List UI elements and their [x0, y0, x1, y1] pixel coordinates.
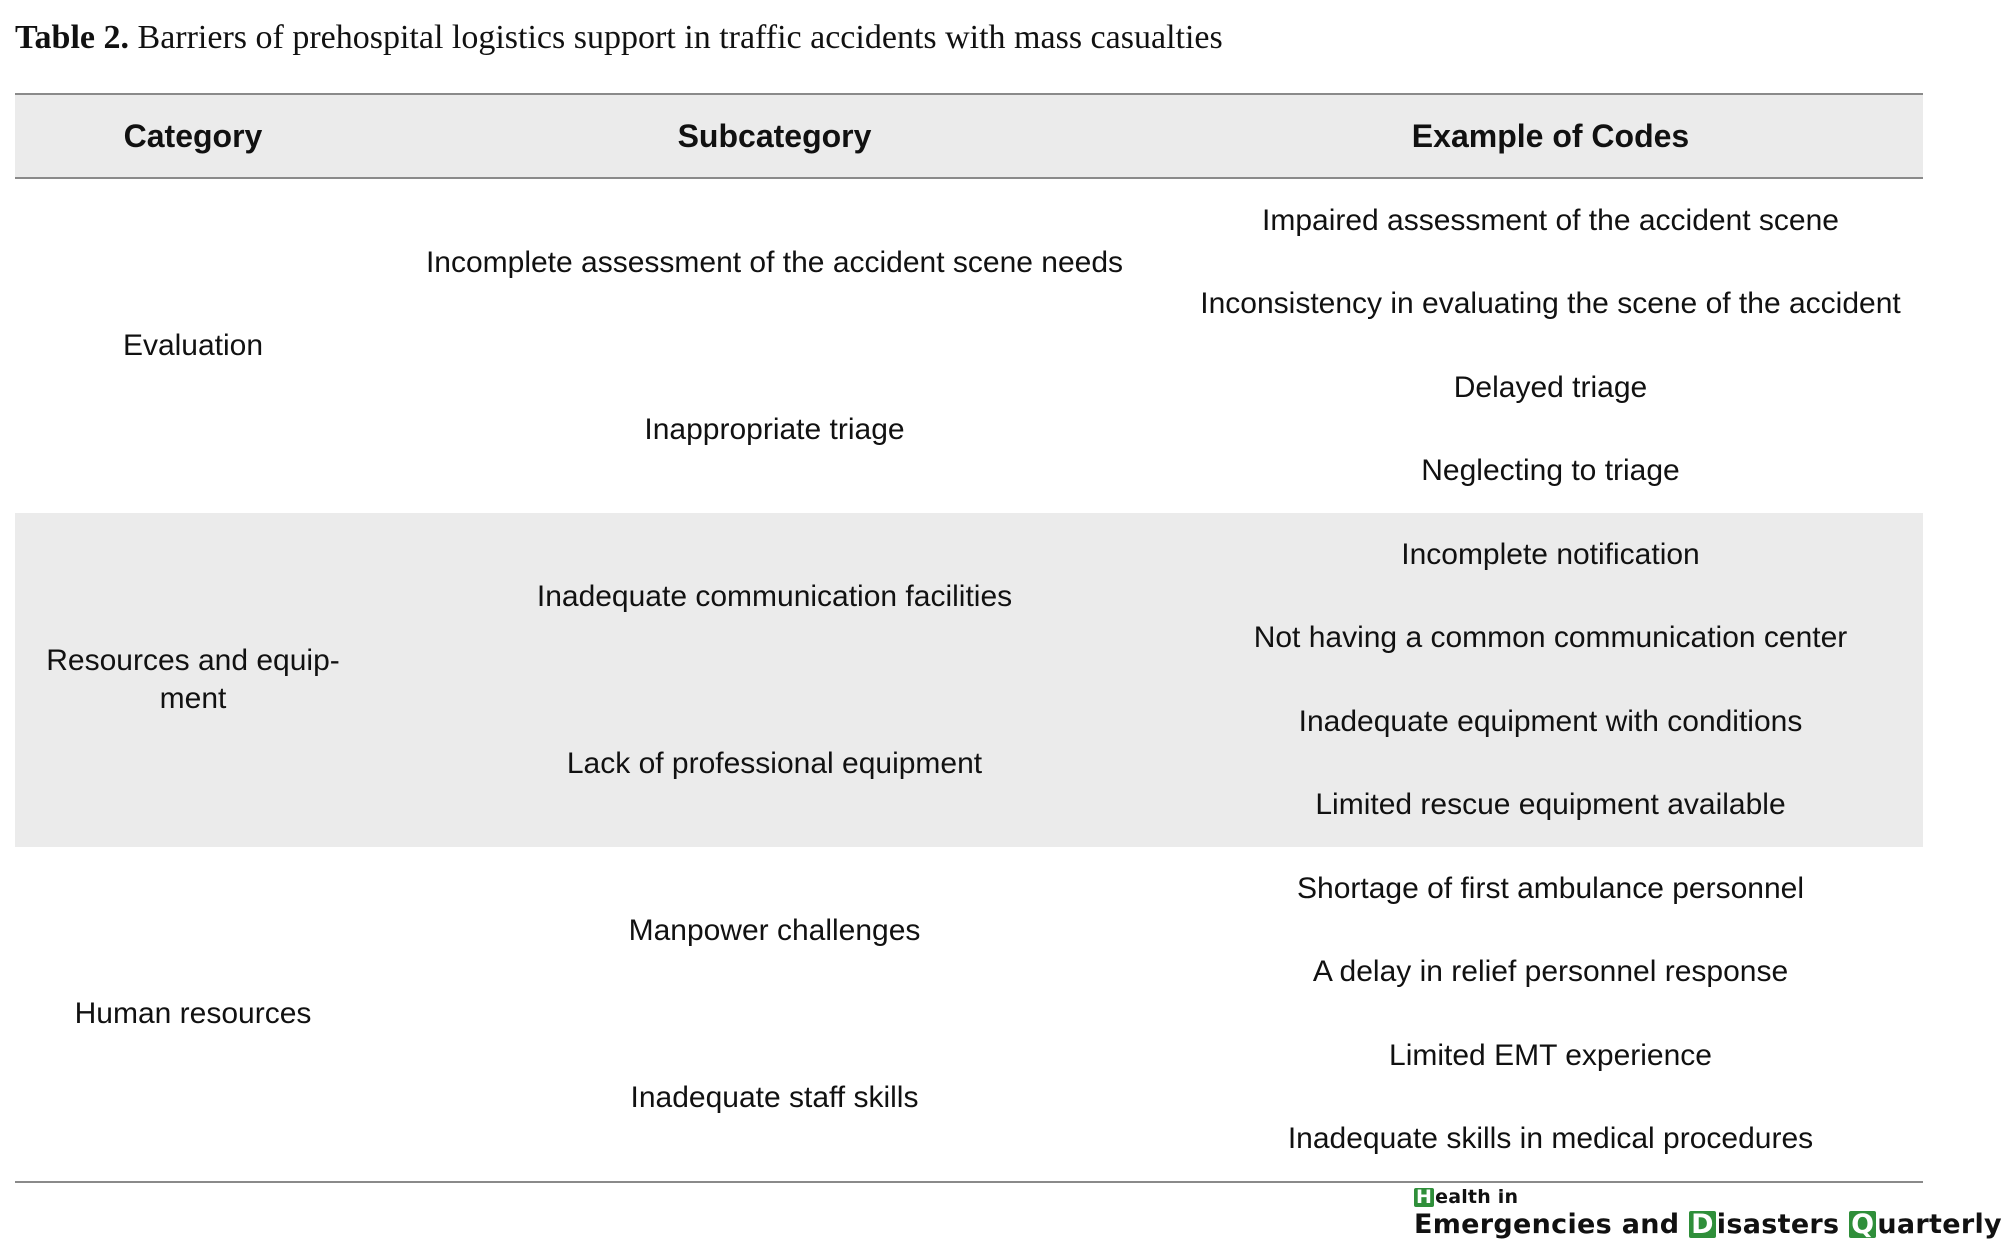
category-label-line2: ment: [159, 682, 227, 715]
logo-initial-q: Q: [1851, 1209, 1875, 1240]
subcategory-cell: Inadequate communication facilities: [371, 513, 1178, 680]
code-cell: Not having a common communication center: [1178, 597, 1923, 681]
barriers-table: [15, 93, 1923, 1183]
code-cell: Neglecting to triage: [1178, 430, 1923, 514]
code-cell: A delay in relief personnel response: [1178, 931, 1923, 1015]
code-cell: Limited EMT experience: [1178, 1014, 1923, 1098]
subcategory-cell: Inappropriate triage: [371, 346, 1178, 513]
logo-line2-text-3: uarterly: [1877, 1209, 2002, 1240]
code-cell: Incomplete notification: [1178, 513, 1923, 597]
code-cell: Delayed triage: [1178, 346, 1923, 430]
code-cell: Inadequate skills in medical procedures: [1178, 1098, 1923, 1183]
code-cell: Inconsistency in evaluating the scene of the accident: [1178, 263, 1923, 347]
category-cell: Evaluation: [15, 178, 371, 513]
logo-initial-d: D: [1691, 1209, 1714, 1240]
logo-line1-text: ealth in: [1435, 1186, 1519, 1208]
code-cell: Impaired assessment of the accident scene: [1178, 178, 1923, 263]
code-cell: Inadequate equipment with conditions: [1178, 680, 1923, 764]
subcategory-cell: Lack of professional equipment: [371, 680, 1178, 847]
logo-line2-text-1: Emergencies and: [1414, 1209, 1690, 1240]
table-row: [15, 847, 1923, 931]
barriers-table-container: [15, 93, 1923, 1183]
code-cell: Shortage of first ambulance personnel: [1178, 847, 1923, 931]
subcategory-cell: Incomplete assessment of the accident scene needs: [371, 178, 1178, 346]
header-example-codes: Example of Codes: [1178, 94, 1923, 178]
header-category: Category: [15, 94, 371, 178]
logo-initial-h: H: [1416, 1186, 1433, 1208]
journal-logo-line1: [1414, 1188, 2002, 1207]
table-caption-label: Table 2.: [15, 19, 130, 56]
table-header-row: [15, 94, 1923, 178]
subcategory-cell: Inadequate staff skills: [371, 1014, 1178, 1182]
header-subcategory: Subcategory: [371, 94, 1178, 178]
journal-logo-line2: [1414, 1211, 2002, 1238]
table-caption-text: Barriers of prehospital logistics support in traffic accidents with mass casualties: [129, 19, 1223, 56]
logo-line2-text-2: isasters: [1716, 1209, 1850, 1240]
category-label-line1: Resources and equip-: [46, 644, 340, 677]
table-row: [15, 178, 1923, 263]
table-row: [15, 513, 1923, 597]
code-cell: Limited rescue equipment available: [1178, 764, 1923, 848]
table-caption: [15, 16, 1223, 60]
subcategory-cell: Manpower challenges: [371, 847, 1178, 1014]
category-cell: Human resources: [15, 847, 371, 1182]
journal-logo: [1414, 1188, 2002, 1238]
category-cell: [15, 513, 371, 847]
